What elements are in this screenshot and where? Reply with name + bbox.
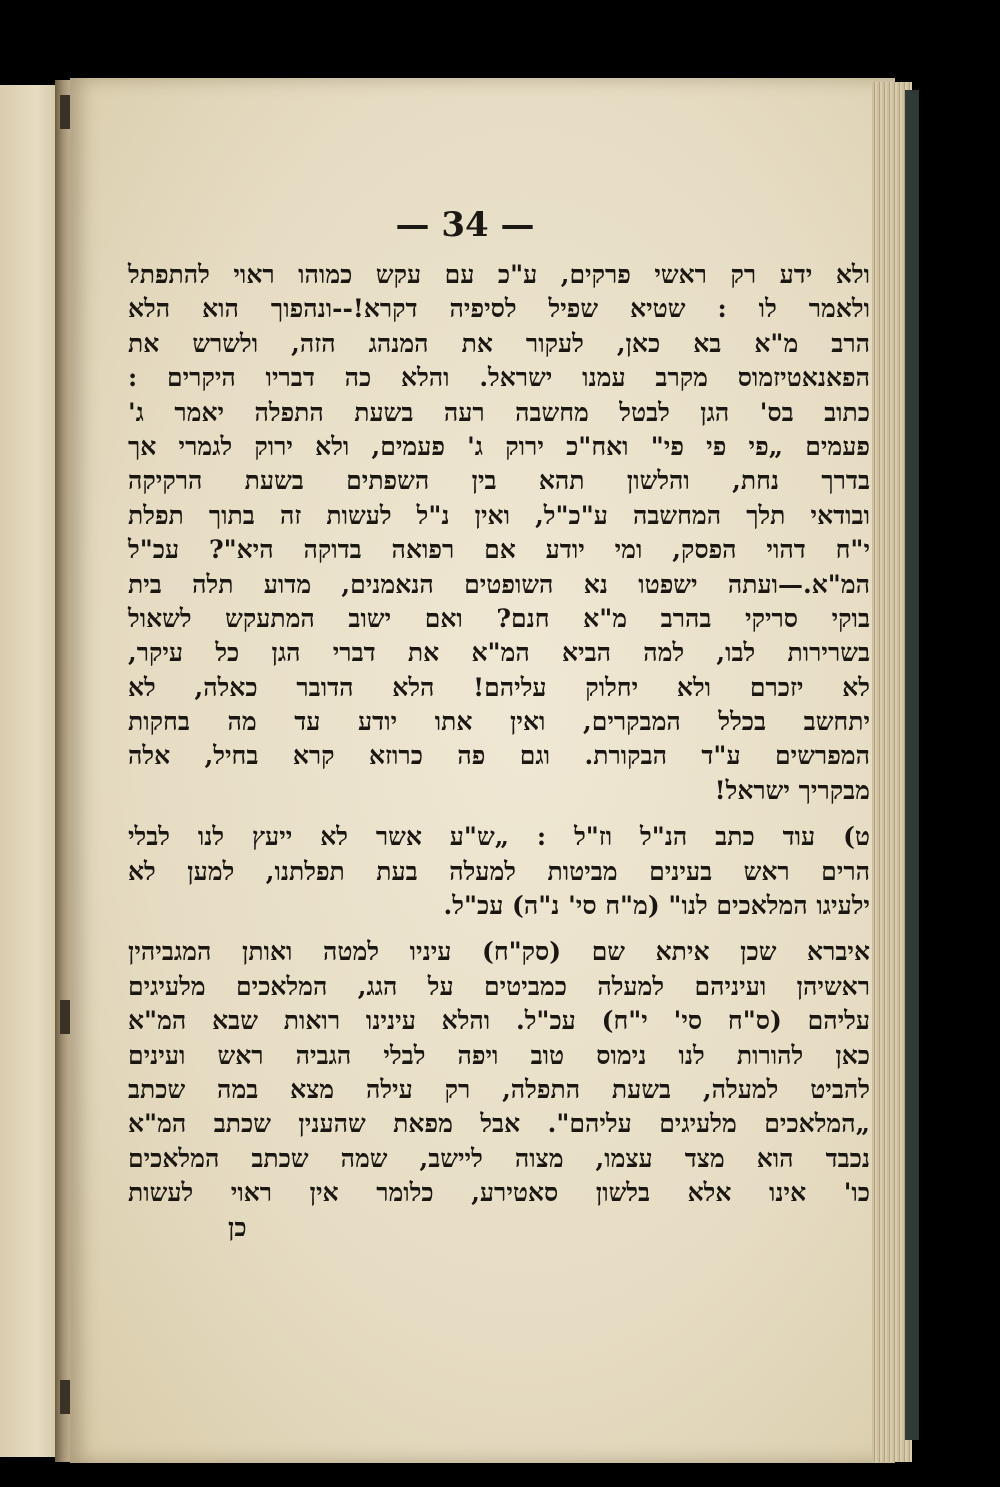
text-line: ובודאי תלך המחשבה ע"כ"ל, ואין נ"ל לעשות זה בתוך תפלת <box>128 500 870 530</box>
text-line: ט) עוד כתב הנ"ל וז"ל : „ש"ע אשר לא ייעץ לנו לבלי <box>128 822 870 852</box>
text-line: לא יזכרם ולא יחלוק עליהם! הלא הדובר כאלה, לא <box>128 672 870 702</box>
text-line: ולאמר לו : שטיא שפיל לסיפיה דקרא!--ונהפוך הוא הלא <box>128 294 870 324</box>
text-line: בשרירות לבו, למה הביא המ"א את דברי הגן כל עיקר, <box>128 638 870 668</box>
text-line: יתחשב בכלל המבקרים, ואין אתו יודע עד מה בחקות <box>128 707 870 737</box>
text-line: הרב מ"א בא כאן, לעקור את המנהג הזה, ולשרש את <box>128 328 870 358</box>
left-page <box>0 85 62 1457</box>
text-line: ילעיגו המלאכים לנו" (מ"ח סי' נ"ה) עכ"ל. <box>443 891 870 921</box>
text-line: „המלאכים מלעיגים עליהם". אבל מפאת שהענין שכתב המ"א <box>128 1109 870 1139</box>
catchword: כן <box>228 1212 247 1242</box>
binding-thread <box>60 1380 70 1414</box>
text-line: ראשיהן ועיניהם למעלה כמביטים על הגג, המלאכים מלעיגים <box>128 971 870 1001</box>
binding-thread <box>60 95 70 129</box>
text-line: בוקי סריקי בהרב מ"א חנם? ואם ישוב המתעקש לשאול <box>128 603 870 633</box>
text-line: להביט למעלה, בשעת התפלה, רק עילה מצא במה שכתב <box>128 1074 870 1104</box>
text-line: י"ח דהוי הפסק, ומי יודע אם רפואה בדוקה היא"? עכ"ל <box>128 535 870 565</box>
paragraph <box>128 820 870 923</box>
book-cover-edge <box>905 90 919 1440</box>
text-line: עליהם (ס"ח סי' י"ח) עכ"ל. והלא עינינו רואות שבא המ"א <box>128 1006 870 1036</box>
text-line: מבקריך ישראל! <box>714 775 870 805</box>
text-line: בדרך נחת, והלשון תהא בין השפתים בשעת הרקיקה <box>128 466 870 496</box>
text-line: איברא שכן איתא שם (סק"ח) עיניו למטה ואותן המגביהין <box>128 937 870 967</box>
text-line: ולא ידע רק ראשי פרקים, ע"כ עם עקש כמוהו ראוי להתפתל <box>128 260 870 289</box>
text-line: נכבד הוא מצד עצמו, מצוה ליישב, שמה שכתב המלאכים <box>128 1143 870 1173</box>
text-line: פעמים „פי פי פי" ואח"כ ירוק ג' פעמים, ולא ירוק לגמרי אך <box>128 431 870 461</box>
paragraph <box>128 258 870 808</box>
text-line: המפרשים ע"ד הבקורת. וגם פה כרוזא קרא בחיל, אלה <box>128 741 870 771</box>
text-line: הפאנאטיזמוס מקרב עמנו ישראל. והלא כה דבריו היקרים : <box>128 363 870 393</box>
text-line: כו' אינו אלא בלשון סאטירע, כלומר אין ראוי לעשות <box>128 1178 870 1208</box>
text-line: כתוב בס' הגן לבטל מחשבה רעה בשעת התפלה יאמר ג' <box>128 397 870 427</box>
text-line: הרים ראש בעינים מביטות למעלה בעת תפלתנו, למען לא <box>128 856 870 886</box>
page-text <box>128 258 870 1245</box>
text-line: כאן להורות לנו נימוס טוב ויפה לבלי הגביה ראש ועינים <box>128 1040 870 1070</box>
binding-thread <box>60 1000 70 1034</box>
paragraph <box>128 935 870 1210</box>
text-line: המ"א.—ועתה ישפטו נא השופטים הנאמנים, מדוע תלה בית <box>128 569 870 599</box>
page-number: — 34 — <box>395 205 535 245</box>
